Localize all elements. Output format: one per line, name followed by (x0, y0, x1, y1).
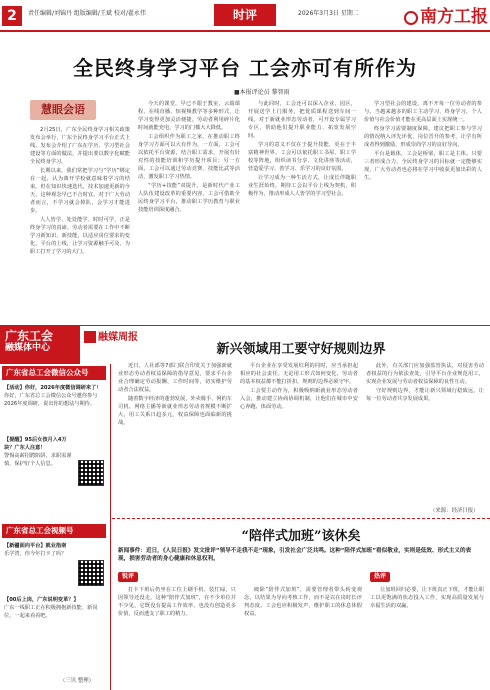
paragraph: 长期以来，我们常把学习与“学历”绑定在一起，认为离开学校就意味着学习的结束。但在知识快速迭代、技术加速更新的今天，这种观念早已不合时宜。对于广大劳动者而言，不学习就会掉队，会学习才能进步。 (30, 168, 130, 214)
paragraph: 打卡下班后仍坐在工位上刷手机、装忙碌，只因领导还没走。这种“陪伴式加班”，在不少单位并不少见。它既没有提高工作效率，也没有创造更多价值，反而透支了职工的精力。 (118, 587, 236, 617)
sidebar-item-desc: 你好，广东省总工会微信公众号邀你参与2026年度调研，说出你的想法与期待。 (4, 393, 98, 407)
sidebar-item[interactable] (4, 436, 74, 468)
lead-column-1 (30, 126, 130, 322)
sidebar-item[interactable] (4, 384, 104, 408)
brand-line-2: 融媒体中心 (5, 343, 51, 353)
pill-left: 锐评 (118, 572, 138, 582)
pill-right: 热评 (370, 572, 390, 582)
paragraph: 与此同时，工会还可以深入企业、园区，开展送学上门服务，把优质课程送到车间一线。对于新就业形态劳动者，可开设专属学习专区，帮助他们提升职业能力，拓宽发展空间。 (248, 101, 356, 139)
paragraph: 今天的课堂，早已不限于教室，云端课程、在线直播、短视频教学等多种形式，让学习变得更加灵活便捷。劳动者利用碎片化时间就能充电，学习的门槛大大降低。 (138, 101, 240, 131)
lead-headline: 全民终身学习平台 工会亦可有所作为 (73, 56, 417, 80)
paragraph: 破除“陪伴式加班”，需要管理者带头转变观念，以结果为导向考核工作，而不是以在岗时长评判态度。工会也应积极发声，维护职工的休息休假权益。 (244, 587, 362, 617)
lead-column-3 (248, 100, 356, 322)
lead-byline: ■本报评论员 黎智雨 (234, 89, 290, 96)
page-header (0, 0, 490, 40)
brand-line-1: 广东工会 (5, 329, 54, 343)
sidebar-item-title: 【新疆面向平台】就业指南 (4, 543, 67, 549)
paragraph: 学习型社会的建设，离不开每一位劳动者的参与。当越来越多的职工主动学习、终身学习，个人价值与社会价值才能在更高层面上实现统一。 (364, 101, 482, 123)
article3-lede: 新闻事件：近日，《人民日报》发文批评“领导不走我不走”现象，引发社会广泛共鸣。这种“陪伴式加班”看似敬业，实则是低效、形式主义的表现，损害劳动者的身心健康和休息权利。 (118, 548, 472, 562)
lead-column-4 (364, 100, 482, 322)
sidebar-item-title: 【提醒】95后女孩月入4万块？广东人注意！ (4, 437, 67, 451)
paragraph: 工会要主动作为，积极吸纳新就业形态劳动者入会，推动建立协商协调机制，让他们在城市中安心奔跑、体面劳动。 (240, 388, 358, 410)
article3-headline: “陪伴式加班”该休矣 (241, 529, 361, 544)
article2-column-2 (240, 362, 358, 512)
article2-headline: 新兴领域用工要守好规则边界 (216, 342, 386, 357)
weekly-tag-label: 融媒周报 (98, 332, 138, 343)
article-divider (112, 518, 490, 519)
qr-code-icon (78, 460, 104, 486)
paragraph: 工会组织作为职工之家，在推动职工终身学习方面可以大有作为。一方面，工会可以依托平台资源，结合职工需求，开展有针对性的技能培训和学历提升项目；另一方面，工会可以通过劳动竞赛、技能比武等活动，激发职工学习热情。 (138, 134, 240, 180)
qr-code-icon (78, 560, 104, 586)
newspaper-logo-icon (404, 11, 418, 25)
article2-source: （来源：经济日报） (430, 508, 479, 514)
paragraph: 终身学习需要制度保障。建议把职工参与学习的情况纳入评先评优、岗位晋升的参考，让学有所成者得到激励，形成崇尚学习的良好导向。 (364, 126, 482, 148)
sidebar-item-title: 【活动】你好，2026年度微信调研来了！ (4, 385, 102, 391)
column-tag: 慧眼会语 (30, 100, 96, 120)
sidebar (0, 364, 110, 682)
sidebar-item[interactable] (4, 542, 74, 558)
paragraph: 此外，有关部门应加强监管执法，对侵害劳动者权益的行为依法查处，引导平台企业规范用工，实现企业发展与劳动者权益保障的良性互动。 (366, 363, 484, 385)
sidebar-item-title: 【00后上岗，广东说明变革？】 (4, 597, 79, 603)
article3-column-2 (244, 586, 362, 674)
sidebar-item[interactable] (4, 596, 104, 620)
sidebar-heading-video: 广东省总工会视频号 (2, 524, 106, 538)
paragraph: 让加班回归必要，让下班真正下班，才能让职工以更饱满的状态投入工作，实现高质量发展与幸福生活的双赢。 (370, 587, 484, 609)
editors-line: 责任编辑/刘锦丹 组版编辑/王斌 校对/翟永伟 (28, 10, 146, 17)
sidebar-item-desc: 警惕高薪招聘陷阱，求职需谨慎，保护好个人信息。 (4, 453, 72, 467)
masthead-title: 南方工报 (420, 7, 488, 27)
paragraph: 人人皆学、处处能学、时时可学，正是终身学习的真谛。劳动者需要在工作中不断学习新知识、新技能，以适应岗位要求的变化。平台的上线，让学习资源触手可及，为职工打开了学习的大门。 (30, 217, 130, 255)
sidebar-item-desc: 广东一线职工正在积极拥抱新技能、新岗位，一起来看看吧。 (4, 605, 98, 619)
paragraph: 守好规则边界，才能让新兴领域行稳致远，让每一位劳动者共享发展成果。 (366, 388, 484, 402)
media-center-brand (0, 326, 80, 364)
sidebar-rule (110, 364, 111, 690)
paragraph: 平台是载体，工会是桥梁，职工是主体。只要三者形成合力，全民终身学习的目标就一定能够实现，广大劳动者也必将在学习中收获更加出彩的人生。 (364, 151, 482, 181)
article2-column-1 (118, 362, 232, 512)
sidebar-item-desc: 乐学湾，你今年打卡了吗？ (4, 551, 67, 557)
article3-column-3 (370, 586, 484, 674)
article3-column-1 (118, 586, 236, 674)
section-label: 时评 (214, 4, 276, 26)
header-rule (0, 30, 490, 32)
paragraph: 让学习成为一种生活方式，让成长伴随职业生涯始终。期待工会以平台上线为契机，积极作为，推动形成人人皆学的学习型社会。 (248, 175, 356, 197)
article2-column-3 (366, 362, 484, 504)
sidebar-heading-wechat: 广东省总工会微信公众号 (2, 366, 106, 380)
masthead (378, 2, 488, 28)
paragraph: 近日，人社部等7部门联合印发关于加强新就业形态劳动者权益保障的指导意见，要求平台企业合理确定劳动报酬、工作时间等，切实维护劳动者合法权益。 (118, 363, 232, 393)
paragraph: 随着数字经济的蓬勃发展，外卖骑手、网约车司机、网络主播等新就业形态劳动者规模不断扩大，用工关系日趋多元，权益保障也面临新的挑战。 (118, 396, 232, 426)
compiler-note: （三贝 整理） (60, 678, 95, 684)
rong-logo-icon (84, 331, 96, 343)
paragraph: 学习的意义不仅在于提升技能，更在于丰富精神世界。工会可以依托职工书屋、职工学校等阵地，组织读书分享、文化讲座等活动，营造爱学习、善学习、乐学习的良好氛围。 (248, 142, 356, 172)
lead-column-2 (138, 100, 240, 322)
paragraph: “学历+技能”双提升，是新时代产业工人队伍建设改革的重要内容。工会可借助全民终身学习平台，推动职工学历教育与职业技能培训深度融合。 (138, 183, 240, 213)
page-number: 2 (2, 6, 22, 26)
paragraph: 平台企业在享受发展红利的同时，应当承担起相应的社会责任。无论用工形式如何变化，劳动者的基本权益都不能打折扣，规则的边界必须守牢。 (240, 363, 358, 385)
paragraph: 2月25日，广东全民终身学习相关政策发布会举行，广东全民终身学习平台正式上线。发布会介绍了广东在学历、学习型社会建设等方面的做法，并提出要以数字化赋能全民终身学习。 (30, 127, 130, 165)
issue-date: 2026年3月3日 星期二 (298, 10, 359, 17)
